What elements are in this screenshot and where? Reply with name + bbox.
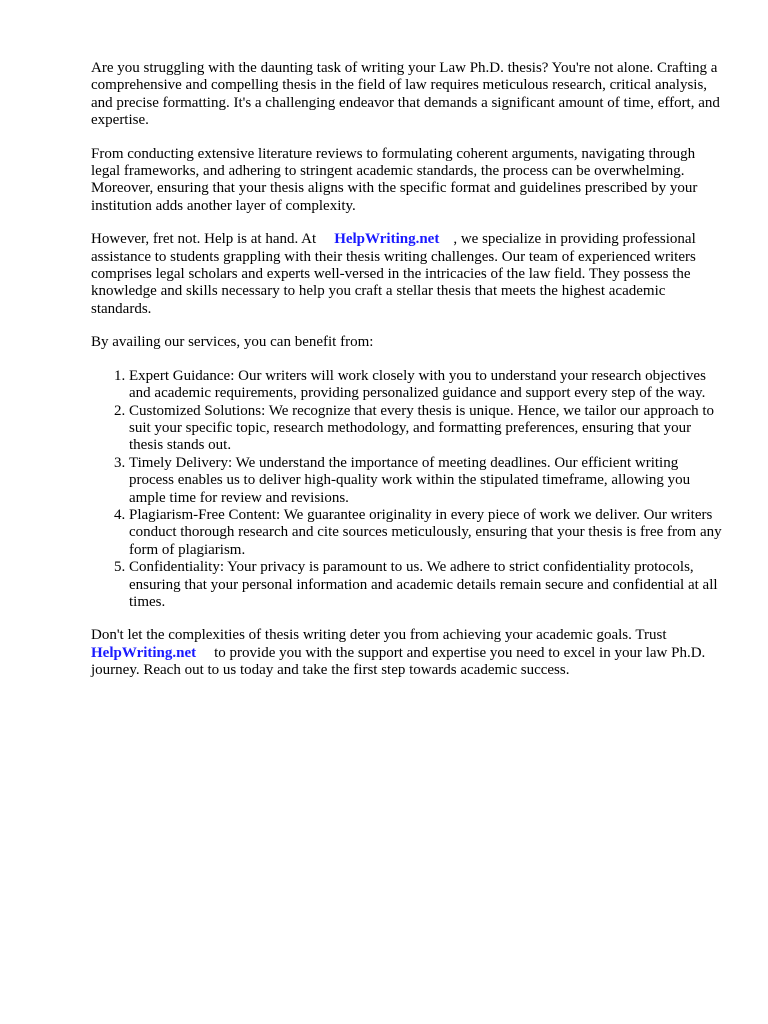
benefit-confidentiality: 5. Confidentiality: Your privacy is paramount to us. We adhere to strict confidentiality protocols, ensuring that your personal information and academic details remain secure and confidential at all times. bbox=[129, 559, 723, 611]
document-page bbox=[91, 60, 723, 696]
intro-paragraph: Are you struggling with the daunting task of writing your Law Ph.D. thesis? You're not alone. Crafting a comprehensive and compelling thesis in the field of law requires meticulous research, critical analysis, and precise formatting. It's a challenging endeavor that demands a significant amount of time, effort, and expertise. bbox=[91, 60, 720, 129]
help-paragraph-lead: However, fret not. Help is at hand. At bbox=[91, 231, 317, 248]
closing-paragraph-lead: Don't let the complexities of thesis writing deter you from achieving your academic goals. Trust bbox=[91, 627, 667, 644]
closing-paragraph-rest: to provide you with the support and expertise you need to excel in your law Ph.D. journey. Reach out to us today and take the first step towards academic success. bbox=[91, 644, 706, 679]
benefits-intro: By availing our services, you can benefit from: bbox=[91, 334, 374, 351]
help-paragraph bbox=[91, 231, 723, 318]
benefit-customized-solutions: 2. Customized Solutions: We recognize that every thesis is unique. Hence, we tailor our approach to suit your specific topic, research methodology, and formatting preferences, ensuring that your thesis stands out. bbox=[129, 403, 723, 455]
help-paragraph-rest: , we specialize in providing professional assistance to students grappling with their thesis writing challenges. Our team of experienced writers comprises legal scholars and experts well-versed in the intricacies of the law field. They possess the knowledge and skills necessary to help you craft a stellar thesis that meets the highest academic standards. bbox=[91, 231, 696, 317]
closing-paragraph bbox=[91, 627, 723, 679]
challenges-paragraph: From conducting extensive literature reviews to formulating coherent arguments, navigating through legal frameworks, and adhering to stringent academic standards, the process can be overwhelming. Moreover, ensuring that your thesis aligns with the specific format and guidelines prescribed by your institution adds another layer of complexity. bbox=[91, 145, 698, 214]
benefits-list bbox=[91, 368, 723, 612]
benefit-plagiarism-free: 4. Plagiarism-Free Content: We guarantee originality in every piece of work we deliver. Our writers conduct thorough research and cite sources meticulously, ensuring that your thesis is free from any form of plagiarism. bbox=[129, 507, 723, 559]
benefit-timely-delivery: 3. Timely Delivery: We understand the importance of meeting deadlines. Our efficient writing process enables us to deliver high-quality work within the stipulated timeframe, allowing you ample time for review and revisions. bbox=[129, 455, 723, 507]
helpwriting-link-closing[interactable]: HelpWriting.net bbox=[91, 644, 197, 661]
benefit-expert-guidance: 1. Expert Guidance: Our writers will work closely with you to understand your research objectives and academic requirements, providing personalized guidance and support every step of the way. bbox=[129, 368, 723, 403]
helpwriting-link[interactable]: HelpWriting.net bbox=[334, 231, 440, 248]
